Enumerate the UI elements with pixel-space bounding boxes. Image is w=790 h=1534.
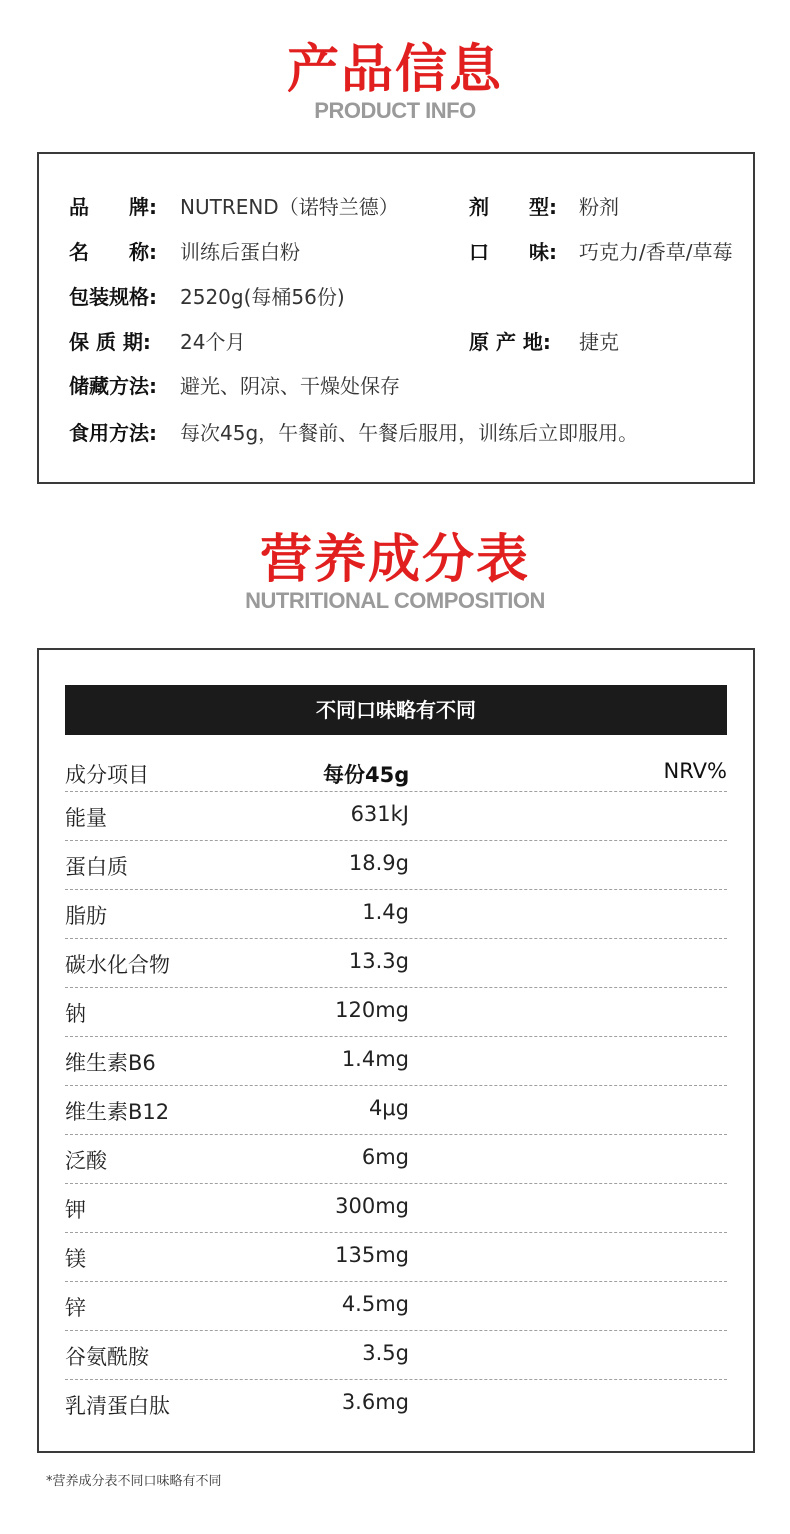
info-row-brand xyxy=(69,192,749,222)
nutrient-amount: 135mg xyxy=(335,1243,409,1267)
info-row-usage xyxy=(69,418,749,448)
table-row xyxy=(65,1134,727,1183)
info-value: 粉剂 xyxy=(579,195,619,219)
info-value: 避光、阴凉、干燥处保存 xyxy=(180,374,400,398)
nutrient-amount: 1.4g xyxy=(362,900,409,924)
info-value: 巧克力/香草/草莓 xyxy=(579,240,733,264)
nutrient-name: 谷氨酰胺 xyxy=(65,1345,149,1369)
info-label: 品 牌: xyxy=(69,195,157,219)
table-row xyxy=(65,1330,727,1379)
info-row-storage xyxy=(69,371,749,401)
info-row-shelf-life xyxy=(69,327,749,357)
nutrient-name: 泛酸 xyxy=(65,1149,107,1173)
info-label: 名 称: xyxy=(69,240,157,264)
nutrient-name: 钾 xyxy=(65,1198,86,1222)
info-label: 包装规格: xyxy=(69,285,157,309)
nutrient-name: 蛋白质 xyxy=(65,855,128,879)
table-row xyxy=(65,1085,727,1134)
table-row xyxy=(65,938,727,987)
nutrient-name: 维生素B12 xyxy=(65,1100,170,1124)
info-label: 口 味: xyxy=(469,240,557,264)
table-row xyxy=(65,1379,727,1428)
table-row xyxy=(65,840,727,889)
info-row-name xyxy=(69,237,749,267)
info-label: 剂 型: xyxy=(469,195,557,219)
info-value: 训练后蛋白粉 xyxy=(180,240,300,264)
nutrient-amount: 13.3g xyxy=(348,949,409,973)
info-value: 每次45g，午餐前、午餐后服用，训练后立即服用。 xyxy=(180,421,639,445)
product-info-subtitle: PRODUCT INFO xyxy=(314,98,476,123)
nutrition-subtitle: NUTRITIONAL COMPOSITION xyxy=(245,588,545,613)
nutrient-amount: 18.9g xyxy=(348,851,409,875)
table-row xyxy=(65,1281,727,1330)
info-value: NUTREND（诺特兰德） xyxy=(180,195,399,219)
info-value: 24个月 xyxy=(180,330,246,354)
footnote: *营养成分表不同口味略有不同 xyxy=(46,1474,222,1489)
nutrient-name: 能量 xyxy=(65,806,107,830)
nutrient-name: 乳清蛋白肽 xyxy=(65,1394,170,1418)
header-name: 成分项目 xyxy=(65,763,149,787)
nutrient-name: 钠 xyxy=(65,1002,86,1026)
nutrient-amount: 120mg xyxy=(335,998,409,1022)
table-row xyxy=(65,1036,727,1085)
product-info-box xyxy=(37,152,755,484)
info-row-package xyxy=(69,282,749,312)
nutrient-amount: 4.5mg xyxy=(341,1292,409,1316)
nutrient-name: 脂肪 xyxy=(65,904,107,928)
nutrition-table-header xyxy=(65,755,727,791)
nutrient-amount: 631kJ xyxy=(350,802,409,826)
info-label: 储藏方法: xyxy=(69,374,157,398)
table-row xyxy=(65,1232,727,1281)
nutrient-amount: 4μg xyxy=(368,1096,409,1120)
table-row xyxy=(65,987,727,1036)
nutrient-amount: 300mg xyxy=(335,1194,409,1218)
product-info-title: 产品信息 xyxy=(286,40,503,100)
flavor-note-banner: 不同口味略有不同 xyxy=(65,685,727,735)
nutrient-name: 镁 xyxy=(65,1247,86,1271)
nutrient-name: 锌 xyxy=(65,1296,86,1320)
info-label: 食用方法: xyxy=(69,421,157,445)
info-label: 保 质 期: xyxy=(69,330,151,354)
header-nrv: NRV% xyxy=(663,759,727,783)
header-amount: 每份45g xyxy=(323,763,410,787)
table-row xyxy=(65,791,727,840)
info-value: 捷克 xyxy=(579,330,619,354)
table-row xyxy=(65,889,727,938)
nutrient-amount: 3.5g xyxy=(362,1341,409,1365)
nutrient-name: 碳水化合物 xyxy=(65,953,170,977)
nutrient-name: 维生素B6 xyxy=(65,1051,156,1075)
nutrient-amount: 3.6mg xyxy=(341,1390,409,1414)
table-row xyxy=(65,1183,727,1232)
nutrition-table-body xyxy=(65,791,727,1428)
info-label: 原 产 地: xyxy=(469,330,551,354)
info-value: 2520g(每桶56份) xyxy=(180,285,345,309)
nutrient-amount: 6mg xyxy=(361,1145,409,1169)
nutrition-title: 营养成分表 xyxy=(259,530,530,590)
nutrient-amount: 1.4mg xyxy=(341,1047,409,1071)
nutrition-box xyxy=(37,648,755,1453)
